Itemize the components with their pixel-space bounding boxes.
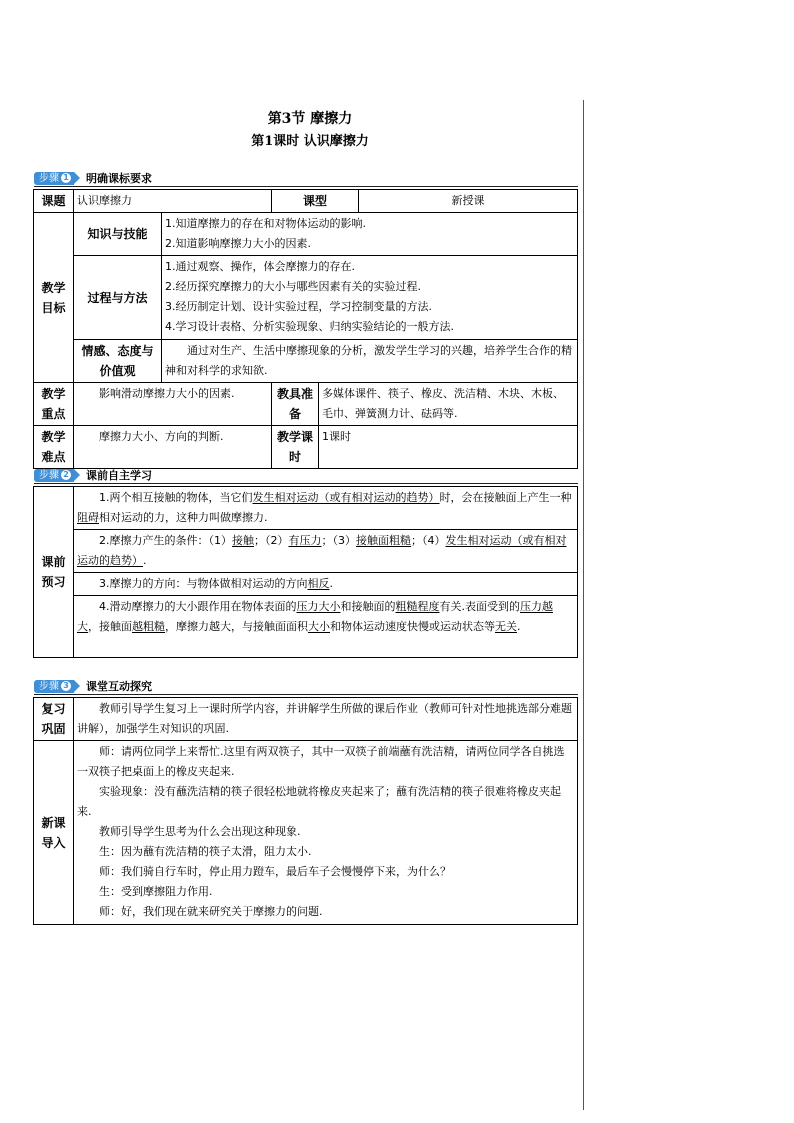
- tools-label: 教具准备: [272, 383, 319, 426]
- preview-item-4: 4.滑动摩擦力的大小跟作用在物体表面的压力大小和接触面的粗糙程度有关.表面受到的压力越大，接触面越粗糙，摩擦力越大，与接触面面积大小和物体运动速度快慢或运动状态等无关.: [74, 596, 578, 658]
- page-margin-line: [583, 100, 584, 1110]
- step2-badge: 步骤 2: [34, 469, 74, 482]
- time-label: 教学课时: [272, 426, 319, 469]
- key-label: 教学重点: [34, 383, 74, 426]
- intro-label: 新课导入: [34, 741, 74, 925]
- emotion-content: 通过对生产、生活中摩擦现象的分析，激发学生学习的兴趣，培养学生合作的精神和对科学的求知欲.: [162, 340, 578, 383]
- interaction-table: [33, 697, 578, 925]
- curriculum-table: [33, 189, 578, 469]
- difficulty-label: 教学难点: [34, 426, 74, 469]
- step3-header: [34, 679, 152, 693]
- type-value: 新授课: [359, 190, 578, 213]
- emotion-label: 情感、态度与价值观: [74, 340, 162, 383]
- preview-table: [33, 486, 578, 658]
- topic-label: 课题: [34, 190, 74, 213]
- step2-title: 课前自主学习: [86, 469, 152, 482]
- step1-badge: 步骤 1: [34, 172, 74, 185]
- topic-value: 认识摩擦力: [74, 190, 272, 213]
- step2-header: [34, 468, 152, 482]
- review-label: 复习巩固: [34, 698, 74, 741]
- step1-header: [34, 171, 152, 185]
- preview-item-1: 1.两个相互接触的物体，当它们发生相对运动（或有相对运动的趋势）时，会在接触面上产生一种阻碍相对运动的力，这种力叫做摩擦力.: [74, 487, 578, 530]
- type-label: 课型: [272, 190, 359, 213]
- difficulty-content: 摩擦力大小、方向的判断.: [74, 426, 272, 469]
- page-subtitle: 第1课时 认识摩擦力: [251, 134, 369, 149]
- page-title: 第3节 摩擦力: [267, 111, 353, 127]
- step3-title: 课堂互动探究: [86, 680, 152, 693]
- step1-title: 明确课标要求: [86, 172, 152, 185]
- process-content: 1.通过观察、操作，体会摩擦力的存在. 2.经历探究摩擦力的大小与哪些因素有关的实验过程. 3.经历制定计划、设计实验过程，学习控制变量的方法. 4.学习设计表格、分析实验现象、归纳实验结论的一般方法.: [162, 256, 578, 340]
- key-content: 影响滑动摩擦力大小的因素.: [74, 383, 272, 426]
- intro-content: 师：请两位同学上来帮忙.这里有两双筷子，其中一双筷子前端蘸有洗洁精，请两位同学各自挑选一双筷子把桌面上的橡皮夹起来. 实验现象：没有蘸洗洁精的筷子很轻松地就将橡皮夹起来了；蘸有洗洁精的筷子很难将橡皮夹起来. 教师引导学生思考为什么会出现这种现象. 生：因为蘸有洗洁精的筷子太滑，阻力太小. 师：我们骑自行车时，停止用力蹬车，最后车子会慢慢停下来，为什么？ 生：受到摩擦阻力作用. 师：好，我们现在就来研究关于摩擦力的问题.: [74, 741, 578, 925]
- knowledge-content: 1.知道摩擦力的存在和对物体运动的影响. 2.知道影响摩擦力大小的因素.: [162, 213, 578, 256]
- goal-label: 教学目标: [34, 213, 74, 383]
- knowledge-label: 知识与技能: [74, 213, 162, 256]
- preview-item-3: 3.摩擦力的方向：与物体做相对运动的方向相反.: [74, 573, 578, 596]
- preview-item-2: 2.摩擦力产生的条件：（1）接触；（2）有压力；（3）接触面粗糙；（4）发生相对运动（或有相对运动的趋势）.: [74, 530, 578, 573]
- tools-content: 多媒体课件、筷子、橡皮、洗洁精、木块、木板、毛巾、弹簧测力计、砝码等.: [319, 383, 578, 426]
- preview-label: 课前预习: [34, 487, 74, 658]
- process-label: 过程与方法: [74, 256, 162, 340]
- step3-badge: 步骤 3: [34, 680, 74, 693]
- review-content: 教师引导学生复习上一课时所学内容，并讲解学生所做的课后作业（教师可针对性地挑选部分难题讲解），加强学生对知识的巩固.: [74, 698, 578, 741]
- time-content: 1课时: [319, 426, 578, 469]
